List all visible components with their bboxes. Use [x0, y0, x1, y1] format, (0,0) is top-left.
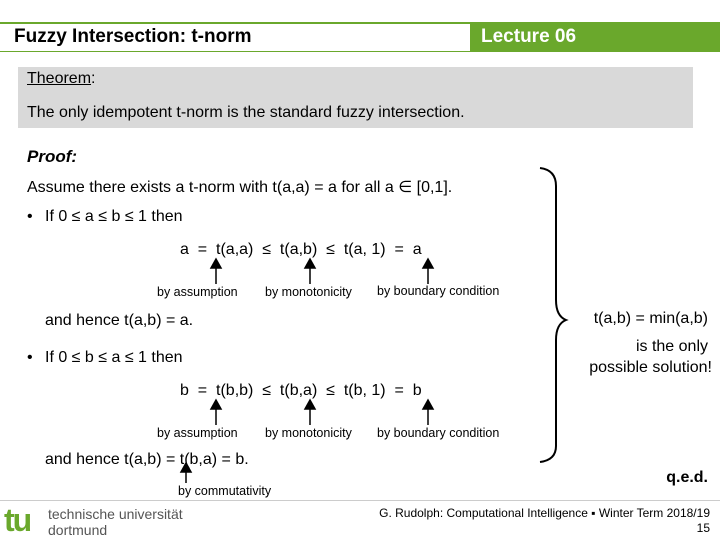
result-line3: possible solution! — [589, 359, 712, 376]
case1-conclusion: and hence t(a,b) = a. — [45, 312, 194, 329]
tu-logo-line2: dortmund — [48, 522, 108, 538]
page-number: 15 — [696, 521, 710, 535]
case2-conclusion: and hence t(a,b) = t(b,a) = b. — [45, 451, 249, 468]
theorem-statement: The only idempotent t-norm is the standard fuzzy intersection. — [27, 104, 465, 121]
brace — [540, 168, 566, 462]
case2-ann-assumption: by assumption — [157, 426, 238, 440]
tu-logo-mark: tu — [4, 502, 31, 538]
result-line1: t(a,b) = min(a,b) — [593, 310, 708, 327]
case2-ann-boundary: by boundary condition — [377, 426, 500, 440]
proof-label: Proof: — [27, 147, 78, 166]
case1-bullet: • — [27, 208, 33, 225]
proof-assumption: Assume there exists a t-norm with t(a,a) = a for all a ∈ [0,1]. — [27, 179, 453, 196]
theorem-label: Theorem — [27, 70, 92, 87]
case1-ann-boundary: by boundary condition — [377, 284, 500, 298]
theorem-colon: : — [91, 70, 96, 87]
lecture-label: Lecture 06 — [481, 26, 577, 47]
case2-ann-monotonicity: by monotonicity — [265, 426, 352, 440]
case1-condition: If 0 ≤ a ≤ b ≤ 1 then — [45, 208, 183, 225]
case2-condition: If 0 ≤ b ≤ a ≤ 1 then — [45, 349, 183, 366]
result-line2: is the only — [635, 338, 708, 355]
qed: q.e.d. — [666, 469, 708, 486]
case2-bullet: • — [27, 349, 33, 366]
footer-divider — [0, 500, 720, 501]
slide-title: Fuzzy Intersection: t-norm — [14, 26, 252, 47]
footer-citation: G. Rudolph: Computational Intelligence ▪ Winter Term 2018/19 — [379, 506, 710, 520]
case1-ann-assumption: by assumption — [157, 285, 238, 299]
tu-logo-line1: technische universität — [48, 506, 183, 522]
case2-equation: b = t(b,b) ≤ t(b,a) ≤ t(b, 1) = b — [180, 382, 422, 399]
case1-ann-monotonicity: by monotonicity — [265, 285, 352, 299]
case2-ann-commutativity: by commutativity — [178, 484, 272, 498]
case1-equation: a = t(a,a) ≤ t(a,b) ≤ t(a, 1) = a — [180, 241, 422, 258]
